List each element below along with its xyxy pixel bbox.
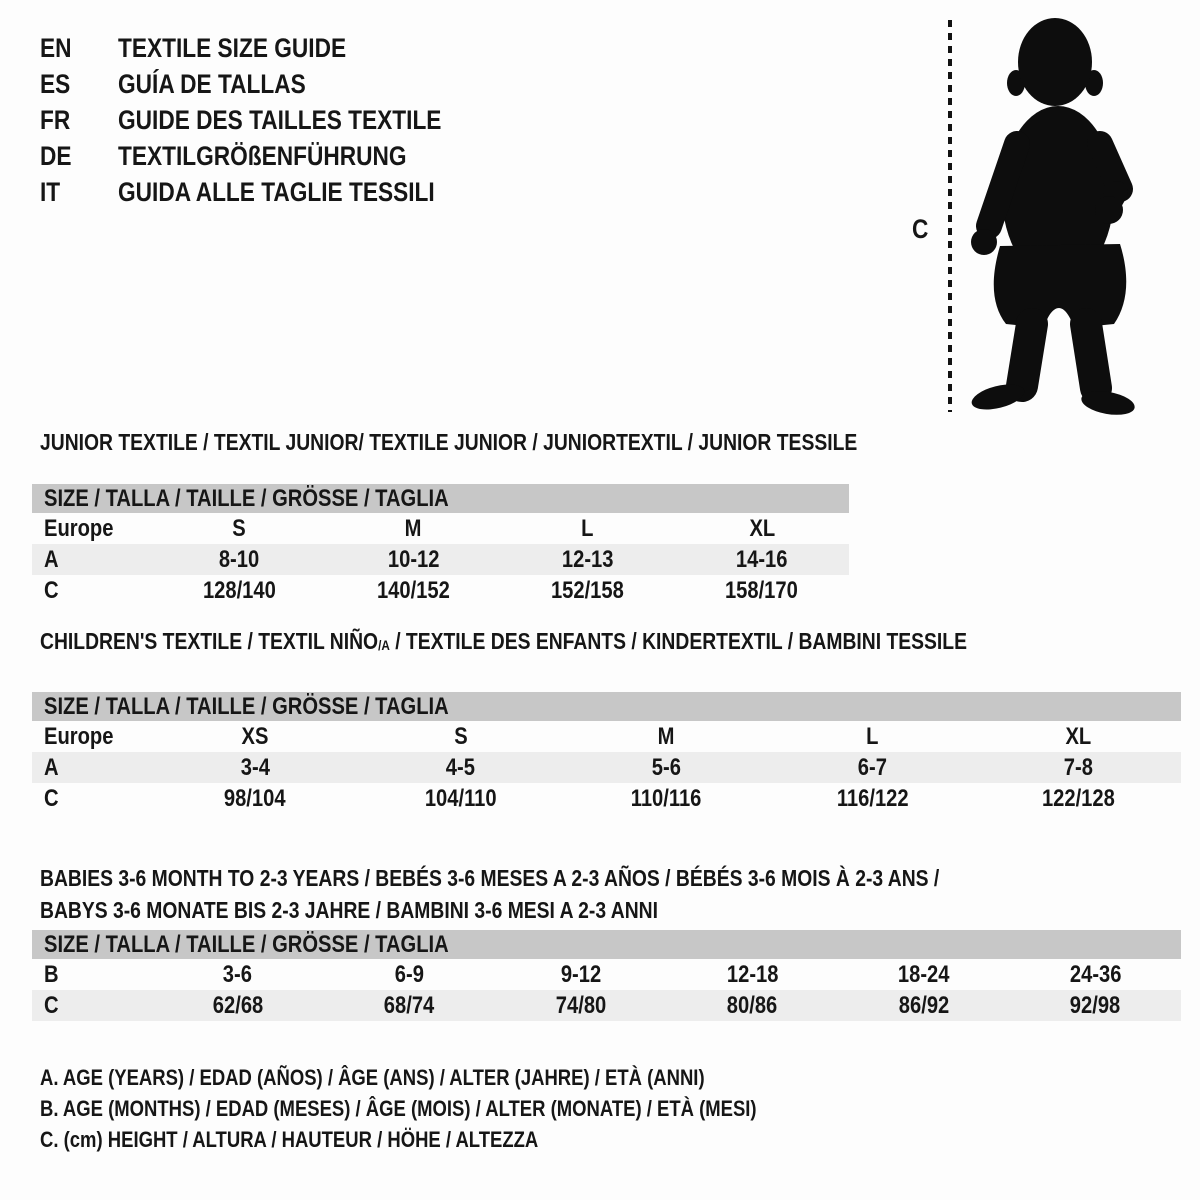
age-cell: 10-12 xyxy=(387,545,440,573)
age-cell: 14-16 xyxy=(736,545,788,573)
age-cell: 4-5 xyxy=(446,753,476,781)
height-cell: 98/104 xyxy=(224,784,286,812)
babies-size-table xyxy=(32,930,1181,1021)
height-cell: 92/98 xyxy=(1070,991,1121,1019)
table-row xyxy=(32,513,849,544)
junior-size-table xyxy=(32,484,849,606)
age-cell: 7-8 xyxy=(1063,753,1093,781)
size-cell: S xyxy=(232,514,246,542)
toddler-silhouette-icon xyxy=(962,14,1140,418)
age-cell: 9-12 xyxy=(560,960,601,988)
legend-age-years: A. AGE (YEARS) / EDAD (AÑOS) / ÂGE (ANS) / ALTER (JAHRE) / ETÀ (ANNI) xyxy=(40,1064,705,1090)
lang-code: ES xyxy=(40,68,71,99)
size-cell: L xyxy=(866,722,879,750)
height-cell: 158/170 xyxy=(725,576,799,604)
children-section-title: CHILDREN'S TEXTILE / TEXTIL NIÑO/A / TEXTILE DES ENFANTS / KINDERTEXTIL / BAMBINI TESSILE xyxy=(40,628,967,654)
size-cell: XS xyxy=(241,722,269,750)
age-cell: 3-4 xyxy=(240,753,270,781)
height-cell: 68/74 xyxy=(384,991,435,1019)
height-cell: 152/158 xyxy=(551,576,625,604)
height-cell: 74/80 xyxy=(555,991,606,1019)
row-label: Europe xyxy=(44,514,114,542)
legend-age-months: B. AGE (MONTHS) / EDAD (MESES) / ÂGE (MOIS) / ALTER (MONATE) / ETÀ (MESI) xyxy=(40,1095,757,1121)
size-cell: XL xyxy=(748,514,775,542)
height-cell: 104/110 xyxy=(424,784,497,812)
guide-title: GUIDA ALLE TAGLIE TESSILI xyxy=(118,176,435,207)
height-cell: 80/86 xyxy=(727,991,778,1019)
legend-height-cm: C. (cm) HEIGHT / ALTURA / HAUTEUR / HÖHE / ALTEZZA xyxy=(40,1126,539,1152)
table-row xyxy=(32,752,1181,783)
row-label: C xyxy=(44,991,59,1019)
age-cell: 18-24 xyxy=(897,960,950,988)
height-cell: 110/116 xyxy=(631,784,702,812)
babies-section-title: BABIES 3-6 MONTH TO 2-3 YEARS / BEBÉS 3-6 MESES A 2-3 AÑOS / BÉBÉS 3-6 MOIS À 2-3 ANS / BABYS 3-6 MONATE BIS 2-3 JAHRE / BAMBINI 3-6 MESI A 2-3 ANNI xyxy=(40,865,940,923)
height-cell: 128/140 xyxy=(202,576,276,604)
guide-title: TEXTILGRÖßENFÜHRUNG xyxy=(118,140,407,171)
size-cell: S xyxy=(453,722,468,750)
height-measure-label: C xyxy=(912,214,929,244)
age-cell: 3-6 xyxy=(223,960,253,988)
size-cell: M xyxy=(404,514,422,542)
guide-title: TEXTILE SIZE GUIDE xyxy=(118,32,347,63)
height-cell: 140/152 xyxy=(376,576,450,604)
table-row xyxy=(32,959,1181,990)
table-row xyxy=(32,721,1181,752)
table-row xyxy=(32,990,1181,1021)
row-label: C xyxy=(44,784,59,812)
age-cell: 6-9 xyxy=(394,960,424,988)
measure-legend xyxy=(40,1062,893,1155)
age-cell: 24-36 xyxy=(1069,960,1122,988)
table-row xyxy=(32,783,1181,814)
size-header-bar: SIZE / TALLA / TAILLE / GRÖSSE / TAGLIA xyxy=(32,484,849,513)
lang-row-it xyxy=(40,174,503,210)
lang-row-de xyxy=(40,138,503,174)
table-row xyxy=(32,575,849,606)
lang-row-en xyxy=(40,30,503,66)
size-cell: XL xyxy=(1065,722,1091,750)
row-label: A xyxy=(44,753,59,781)
age-cell: 12-18 xyxy=(726,960,779,988)
age-cell: 5-6 xyxy=(651,753,682,781)
height-dashed-line xyxy=(948,20,952,412)
lang-code: IT xyxy=(40,176,61,207)
junior-section-title: JUNIOR TEXTILE / TEXTIL JUNIOR/ TEXTILE JUNIOR / JUNIORTEXTIL / JUNIOR TESSILE xyxy=(40,429,858,455)
age-cell: 12-13 xyxy=(561,545,614,573)
size-header-bar: SIZE / TALLA / TAILLE / GRÖSSE / TAGLIA xyxy=(32,692,1181,721)
lang-row-fr xyxy=(40,102,503,138)
language-title-list xyxy=(40,30,503,210)
age-cell: 6-7 xyxy=(857,753,887,781)
height-cell: 62/68 xyxy=(212,991,263,1019)
lang-code: DE xyxy=(40,140,72,171)
row-label: C xyxy=(44,576,59,604)
height-cell: 86/92 xyxy=(898,991,949,1019)
row-label: Europe xyxy=(44,722,114,750)
lang-code: EN xyxy=(40,32,72,63)
guide-title: GUÍA DE TALLAS xyxy=(118,68,306,99)
lang-code: FR xyxy=(40,104,71,135)
guide-title: GUIDE DES TAILLES TEXTILE xyxy=(118,104,442,135)
size-cell: M xyxy=(658,722,675,750)
row-label: B xyxy=(44,960,59,988)
lang-row-es xyxy=(40,66,503,102)
height-cell: 122/128 xyxy=(1041,784,1115,812)
height-cell: 116/122 xyxy=(836,784,909,812)
age-cell: 8-10 xyxy=(218,545,260,573)
table-row xyxy=(32,544,849,575)
row-label: A xyxy=(44,545,59,573)
size-cell: L xyxy=(581,514,594,542)
children-size-table xyxy=(32,692,1181,814)
size-header-bar: SIZE / TALLA / TAILLE / GRÖSSE / TAGLIA xyxy=(32,930,1181,959)
